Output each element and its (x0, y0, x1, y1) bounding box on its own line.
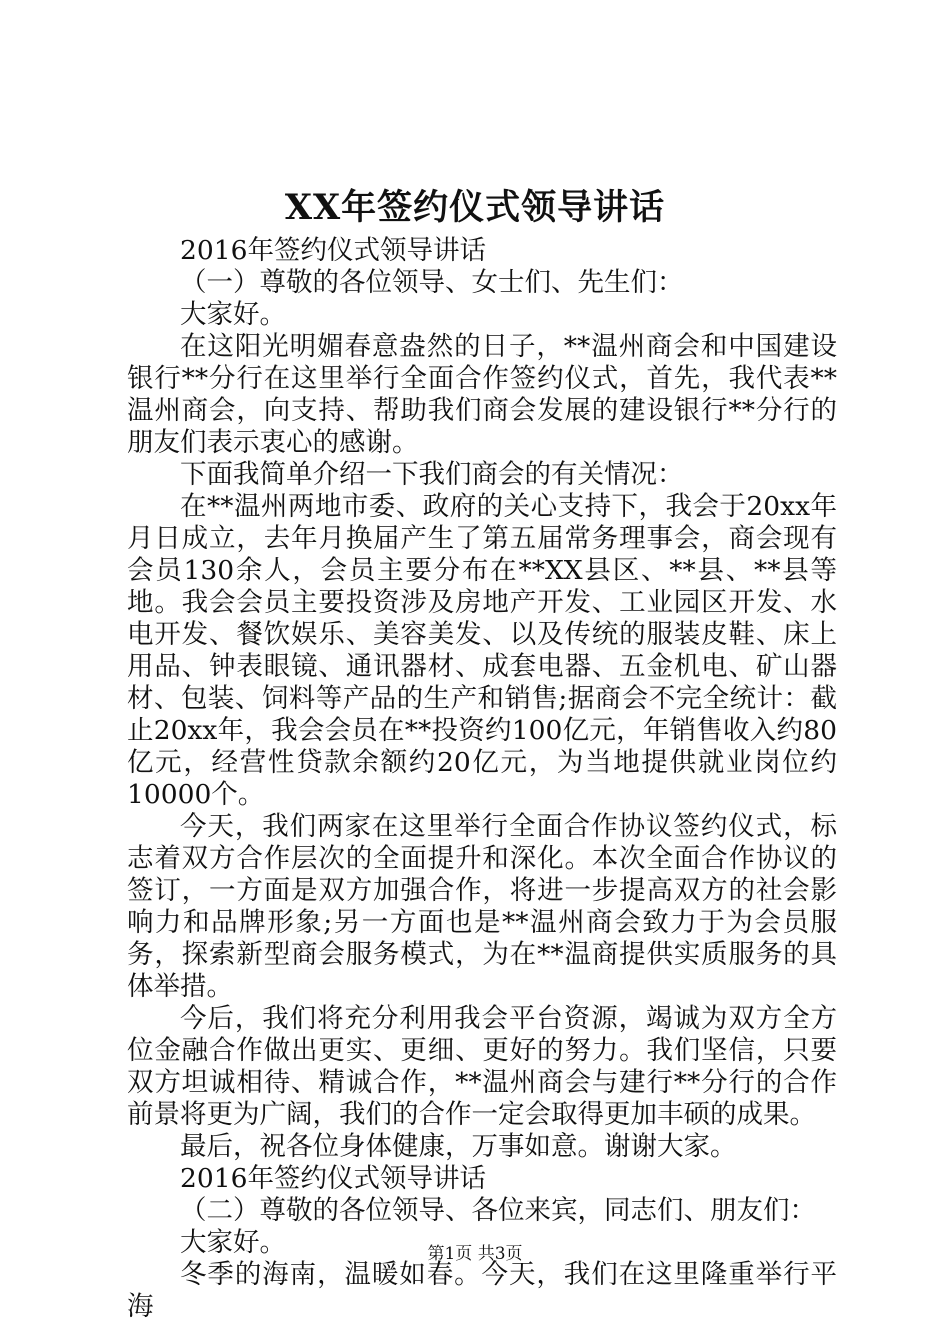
paragraph: 大家好。 (180, 1227, 286, 1258)
paragraph: 今天，我们两家在这里举行全面合作协议签约仪式，标志着双方合作层次的全面提升和深化。本次全面合作协议的签订，一方面是双方加强合作，将进一步提高双方的社会影响力和品牌形象;另一方面也是**温州商会致力于为会员服务，探索新型商会服务模式，为在**温商提供实质服务的具体举措。 (127, 811, 837, 1002)
paragraph: 大家好。 (180, 299, 286, 330)
paragraph: 在**温州两地市委、政府的关心支持下，我会于20xx年月日成立，去年月换届产生了第五届常务理事会，商会现有会员130余人，会员主要分布在**XX县区、**县、**县等地。我会会员主要投资涉及房地产开发、工业园区开发、水电开发、餐饮娱乐、美容美发、以及传统的服装皮鞋、床上用品、钟表眼镜、通讯器材、成套电器、五金机电、矿山器材、包装、饲料等产品的生产和销售;据商会不完全统计：截止20xx年，我会会员在**投资约100亿元，年销售收入约80亿元，经营性贷款余额约20亿元，为当地提供就业岗位约10000个。 (127, 491, 837, 810)
paragraph: 在这阳光明媚春意盎然的日子，**温州商会和中国建设银行**分行在这里举行全面合作签约仪式，首先，我代表**温州商会，向支持、帮助我们商会发展的建设银行**分行的朋友们表示衷心的感谢。 (127, 331, 837, 458)
paragraph: （一）尊敬的各位领导、女士们、先生们： (180, 267, 684, 298)
page-number-footer: 第1页 共3页 (427, 1244, 523, 1264)
paragraph: 冬季的海南，温暖如春。今天，我们在这里隆重举行平海 (127, 1259, 837, 1322)
paragraph: 今后，我们将充分利用我会平台资源，竭诚为双方全方位金融合作做出更实、更细、更好的努力。我们坚信，只要双方坦诚相待、精诚合作，**温州商会与建行**分行的合作前景将更为广阔，我们的合作一定会取得更加丰硕的成果。 (127, 1003, 837, 1130)
document-body (127, 235, 837, 1323)
paragraph: （二）尊敬的各位领导、各位来宾，同志们、朋友们： (180, 1195, 816, 1226)
paragraph: 2016年签约仪式领导讲话 (180, 1163, 486, 1194)
paragraph: 2016年签约仪式领导讲话 (180, 235, 486, 266)
paragraph: 最后，祝各位身体健康，万事如意。谢谢大家。 (180, 1131, 737, 1162)
paragraph: 下面我简单介绍一下我们商会的有关情况： (180, 459, 684, 490)
document-title: XX年签约仪式领导讲话 (284, 187, 666, 228)
